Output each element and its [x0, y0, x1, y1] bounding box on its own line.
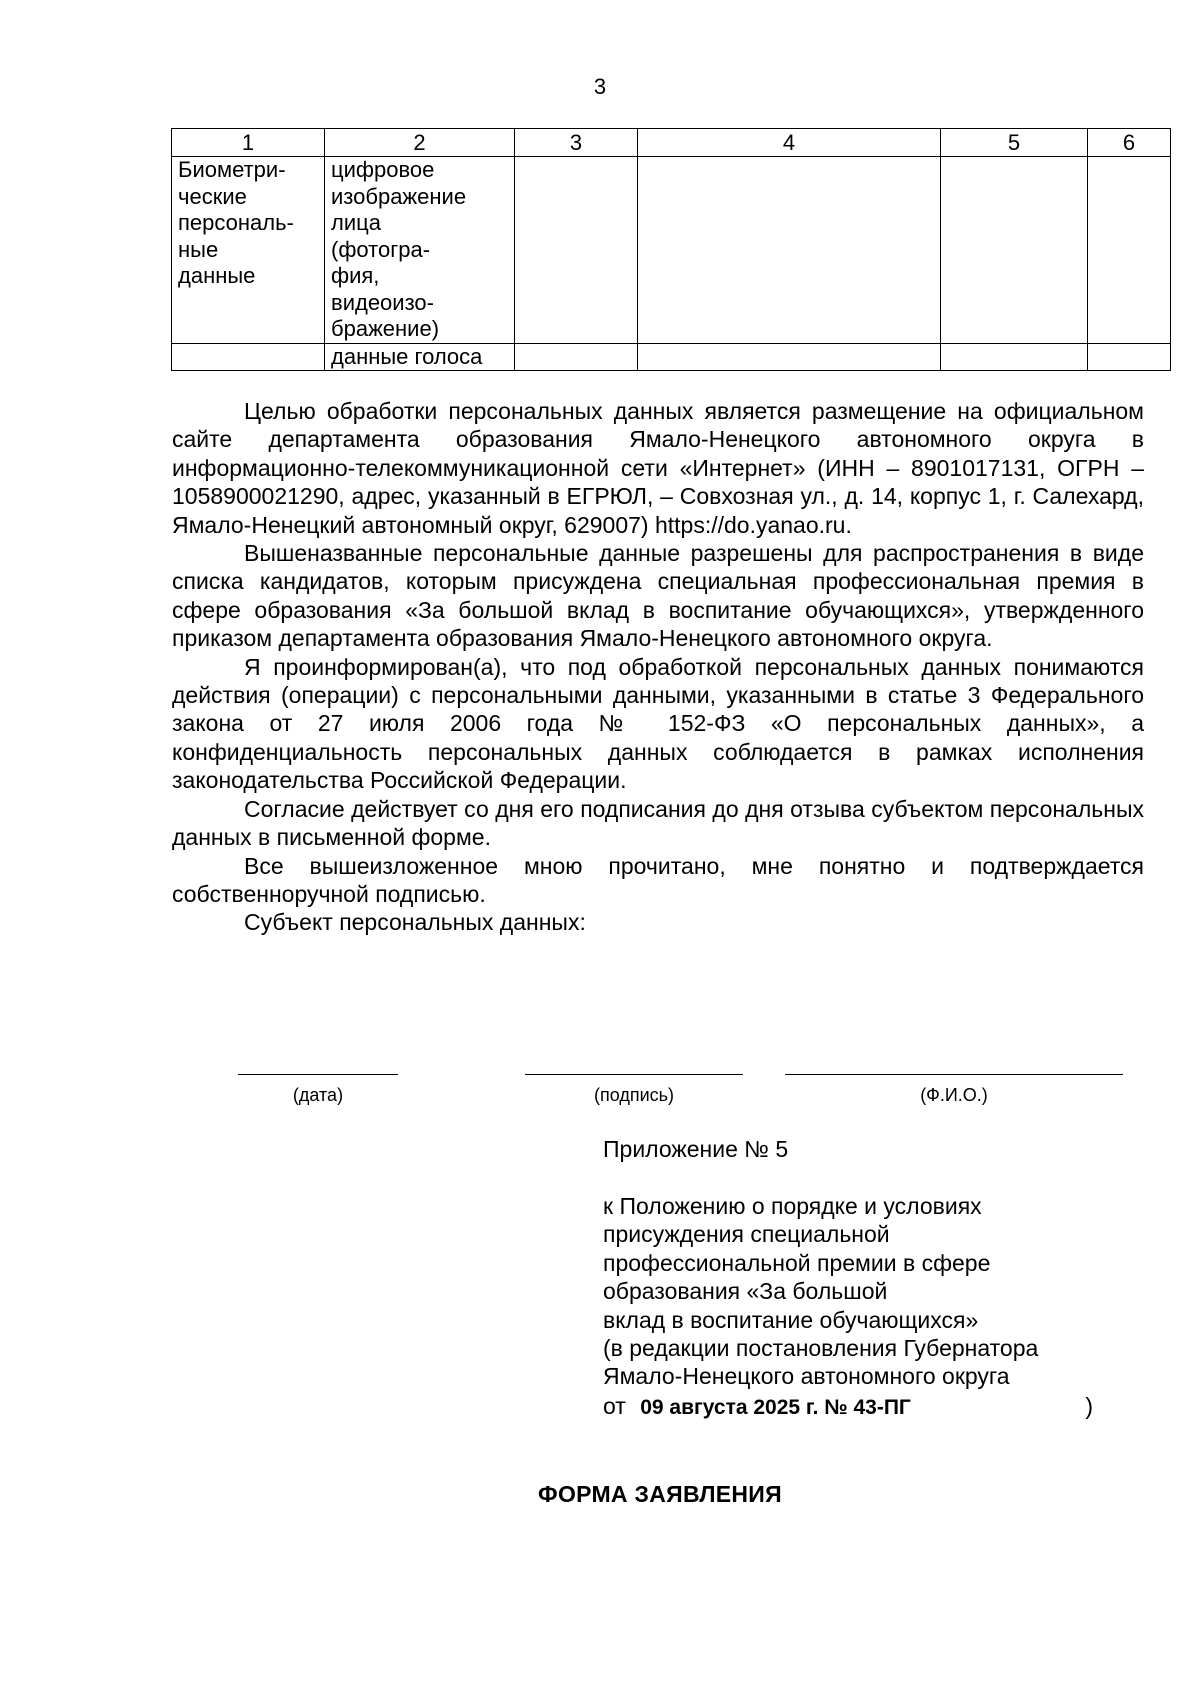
- empty-cell: [638, 343, 941, 371]
- paragraph-distribution: Вышеназванные персональные данные разрешены для распространения в виде списка кандидатов, которым присуждена специальная профессиональная премия в сфере образования «За большой вклад в воспитание обучающихся», утвержденного приказом департамента образования Ямало-Ненецкого автономного округа.: [172, 540, 1144, 652]
- column-header: 5: [941, 129, 1088, 157]
- empty-cell: [941, 343, 1088, 371]
- form-title: ФОРМА ЗАЯВЛЕНИЯ: [538, 1481, 782, 1507]
- annex-date-value: 09 августа 2025 г. № 43-ПГ: [640, 1396, 911, 1419]
- table-row: [172, 157, 1171, 344]
- column-header: 3: [515, 129, 638, 157]
- personal-data-table: [171, 128, 1171, 371]
- empty-cell: [515, 157, 638, 344]
- name-signature-line: [785, 1074, 1123, 1075]
- paragraph-purpose: Целью обработки персональных данных является размещение на официальном сайте департамента образования Ямало-Ненецкого автономного округа в информационно-телекоммуникационной сети «Интернет» (ИНН – 8901017131, ОГРН – 1058900021290, адрес, указанный в ЕГРЮЛ, – Совхозная ул., д. 14, корпус 1, г. Салехард, Ямало-Ненецкий автономный округ, 629007) https://do.yanao.ru.: [172, 398, 1144, 538]
- item-cell: цифровое изображение лица (фотогра- фия, видеоизо- бражение): [325, 157, 515, 344]
- empty-cell: [638, 157, 941, 344]
- annex-date-prefix: от: [603, 1393, 626, 1419]
- item-cell: данные голоса: [325, 343, 515, 371]
- paragraph-informed: Я проинформирован(а), что под обработкой персональных данных понимаются действия (операции) с персональными данными, указанными в статье 3 Федерального закона от 27 июля 2006 года № 152-ФЗ «О персональных данных», а конфиденциальность персональных данных соблюдается в рамках исполнения законодательства Российской Федерации.: [172, 653, 1144, 794]
- category-cell: Биометри- ческие персональ- ные данные: [172, 157, 325, 344]
- column-header: 1: [172, 129, 325, 157]
- consent-text: [172, 397, 1144, 937]
- column-header: 4: [638, 129, 941, 157]
- column-header: 6: [1088, 129, 1171, 157]
- annex-date-suffix: ): [1085, 1393, 1093, 1419]
- signature-line: [525, 1074, 743, 1075]
- page-number: 3: [593, 74, 607, 99]
- name-label: (Ф.И.О.): [920, 1085, 988, 1105]
- empty-cell: [1088, 343, 1171, 371]
- category-cell: [172, 343, 325, 371]
- signature-label: (подпись): [593, 1085, 675, 1105]
- paragraph-subject: Субъект персональных данных:: [244, 909, 586, 936]
- column-header: 2: [325, 129, 515, 157]
- date-signature-line: [238, 1074, 398, 1075]
- paragraph-validity: Согласие действует со дня его подписания до дня отзыва субъектом персональных данных в письменной форме.: [172, 795, 1144, 851]
- date-label: (дата): [292, 1085, 344, 1105]
- annex-date-line: [603, 1392, 1093, 1422]
- empty-cell: [515, 343, 638, 371]
- paragraph-confirmation: Все вышеизложенное мною прочитано, мне понятно и подтверждается собственноручной подписью.: [172, 852, 1144, 907]
- empty-cell: [941, 157, 1088, 344]
- empty-cell: [1088, 157, 1171, 344]
- table-row: [172, 343, 1171, 371]
- annex-title: Приложение № 5: [603, 1136, 789, 1162]
- annex-reference: к Положению о порядке и условиях присуждения специальной профессиональной премии в сфере образования «За большой вклад в воспитание обучающихся» (в редакции постановления Губернатора Ямало-Ненецкого автономного округа: [603, 1193, 1039, 1390]
- table-header-row: [172, 129, 1171, 157]
